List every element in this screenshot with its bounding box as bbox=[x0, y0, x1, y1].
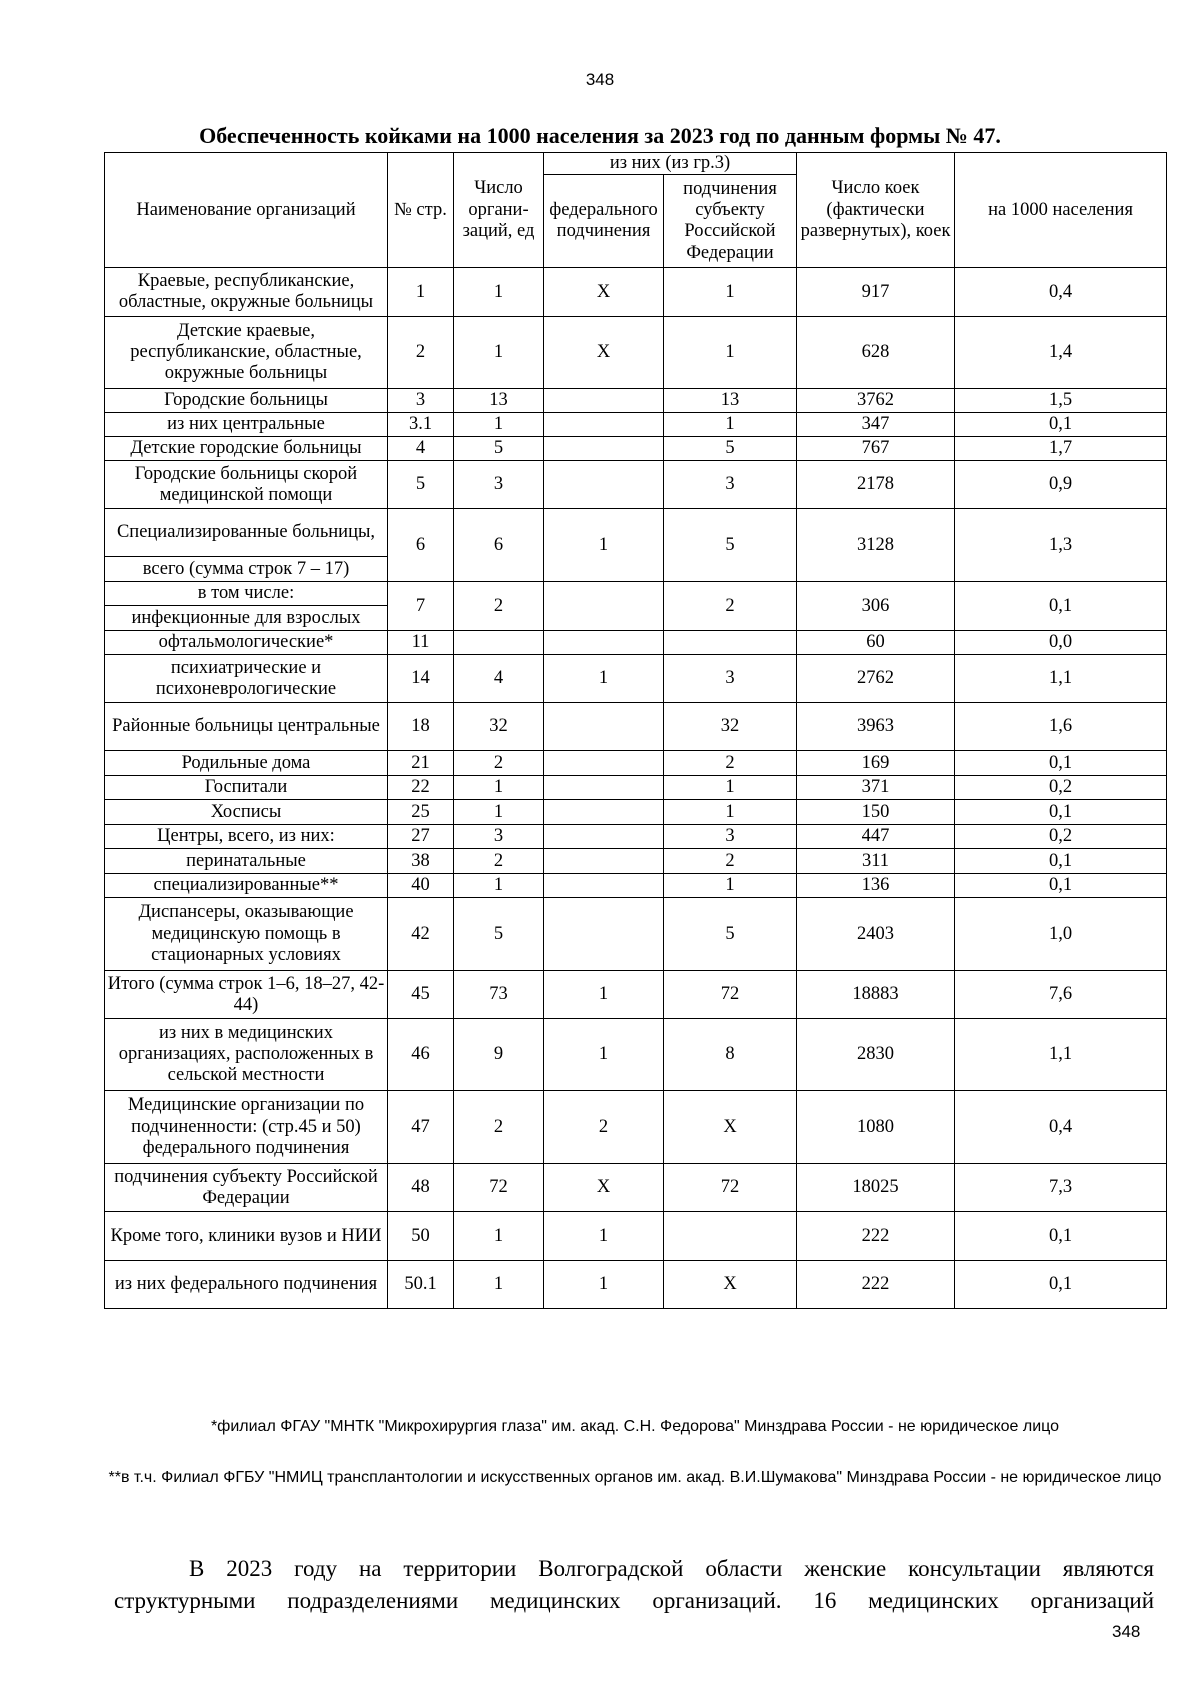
cell-name: Госпитали bbox=[105, 776, 388, 800]
cell-federal bbox=[544, 776, 664, 800]
cell-per1000: 1,4 bbox=[955, 317, 1167, 389]
cell-num: 6 bbox=[388, 509, 454, 582]
cell-beds: 447 bbox=[797, 825, 955, 849]
cell-orgs: 6 bbox=[454, 509, 544, 582]
header-federal: федерального подчинения bbox=[544, 175, 664, 268]
cell-subject: 32 bbox=[664, 703, 797, 751]
cell-subject bbox=[664, 631, 797, 655]
cell-num: 48 bbox=[388, 1164, 454, 1212]
cell-orgs: 1 bbox=[454, 317, 544, 389]
beds-table bbox=[104, 152, 1167, 1309]
cell-name: Детские городские больницы bbox=[105, 437, 388, 461]
cell-orgs: 1 bbox=[454, 413, 544, 437]
cell-subject bbox=[664, 1212, 797, 1261]
cell-per1000: 0,1 bbox=[955, 1212, 1167, 1261]
cell-per1000: 0,2 bbox=[955, 776, 1167, 800]
cell-num: 21 bbox=[388, 751, 454, 776]
table-row bbox=[105, 1164, 1167, 1212]
cell-federal bbox=[544, 631, 664, 655]
cell-orgs bbox=[454, 631, 544, 655]
cell-num: 1 bbox=[388, 268, 454, 317]
cell-num: 3.1 bbox=[388, 413, 454, 437]
cell-orgs: 2 bbox=[454, 582, 544, 631]
cell-name: перинатальные bbox=[105, 849, 388, 874]
cell-orgs: 2 bbox=[454, 751, 544, 776]
cell-federal bbox=[544, 389, 664, 413]
cell-num: 7 bbox=[388, 582, 454, 631]
cell-federal: 1 bbox=[544, 1212, 664, 1261]
table-row bbox=[105, 825, 1167, 849]
table-row bbox=[105, 971, 1167, 1019]
cell-num: 14 bbox=[388, 655, 454, 703]
cell-per1000: 7,3 bbox=[955, 1164, 1167, 1212]
table-row bbox=[105, 703, 1167, 751]
table-row bbox=[105, 631, 1167, 655]
cell-orgs: 2 bbox=[454, 1091, 544, 1164]
cell-name: Детские краевые, республиканские, областные, окружные больницы bbox=[105, 317, 388, 389]
cell-subject: 2 bbox=[664, 582, 797, 631]
cell-federal: 1 bbox=[544, 509, 664, 582]
cell-beds: 60 bbox=[797, 631, 955, 655]
cell-subject: 5 bbox=[664, 437, 797, 461]
table-row bbox=[105, 849, 1167, 874]
cell-subject: 1 bbox=[664, 874, 797, 898]
cell-beds: 169 bbox=[797, 751, 955, 776]
cell-subject: 5 bbox=[664, 509, 797, 582]
cell-federal: X bbox=[544, 1164, 664, 1212]
cell-federal: 2 bbox=[544, 1091, 664, 1164]
cell-subject: 2 bbox=[664, 751, 797, 776]
cell-num: 38 bbox=[388, 849, 454, 874]
cell-beds: 18883 bbox=[797, 971, 955, 1019]
cell-per1000: 0,1 bbox=[955, 582, 1167, 631]
header-of-them: из них (из гр.3) bbox=[544, 153, 797, 175]
cell-name: Медицинские организации по подчиненности: (стр.45 и 50) федерального подчинения bbox=[105, 1091, 388, 1164]
table-row bbox=[105, 655, 1167, 703]
header-num: № стр. bbox=[388, 153, 454, 268]
cell-name: в том числе: bbox=[105, 582, 388, 606]
cell-orgs: 2 bbox=[454, 849, 544, 874]
cell-name: психиатрические и психоневрологические bbox=[105, 655, 388, 703]
cell-num: 40 bbox=[388, 874, 454, 898]
cell-beds: 311 bbox=[797, 849, 955, 874]
cell-per1000: 1,5 bbox=[955, 389, 1167, 413]
cell-federal: 1 bbox=[544, 655, 664, 703]
cell-orgs: 3 bbox=[454, 461, 544, 509]
cell-orgs: 1 bbox=[454, 874, 544, 898]
header-orgs: Число органи-заций, ед bbox=[454, 153, 544, 268]
cell-beds: 628 bbox=[797, 317, 955, 389]
cell-federal bbox=[544, 751, 664, 776]
cell-federal bbox=[544, 582, 664, 631]
cell-subject: 3 bbox=[664, 655, 797, 703]
table-row bbox=[105, 461, 1167, 509]
header-per1000: на 1000 населения bbox=[955, 153, 1167, 268]
header-name: Наименование организаций bbox=[105, 153, 388, 268]
cell-num: 22 bbox=[388, 776, 454, 800]
cell-per1000: 0,1 bbox=[955, 800, 1167, 825]
table-row bbox=[105, 1019, 1167, 1091]
cell-name: офтальмологические* bbox=[105, 631, 388, 655]
cell-name: Родильные дома bbox=[105, 751, 388, 776]
cell-federal bbox=[544, 703, 664, 751]
cell-name: из них федерального подчинения bbox=[105, 1261, 388, 1309]
footnote-transplantology: **в т.ч. Филиал ФГБУ "НМИЦ трансплантологии и искусственных органов им. акад. В.И.Шумакова" Минздрава России - не юридическое лицо bbox=[108, 1469, 1162, 1486]
cell-subject: 8 bbox=[664, 1019, 797, 1091]
cell-num: 11 bbox=[388, 631, 454, 655]
cell-num: 4 bbox=[388, 437, 454, 461]
cell-subject: X bbox=[664, 1091, 797, 1164]
cell-orgs: 5 bbox=[454, 437, 544, 461]
cell-per1000: 1,1 bbox=[955, 655, 1167, 703]
cell-orgs: 1 bbox=[454, 1212, 544, 1261]
cell-beds: 2403 bbox=[797, 898, 955, 971]
cell-per1000: 0,1 bbox=[955, 849, 1167, 874]
cell-beds: 3762 bbox=[797, 389, 955, 413]
cell-federal: 1 bbox=[544, 1019, 664, 1091]
cell-beds: 1080 bbox=[797, 1091, 955, 1164]
cell-orgs: 4 bbox=[454, 655, 544, 703]
cell-beds: 3128 bbox=[797, 509, 955, 582]
table-row bbox=[105, 413, 1167, 437]
cell-per1000: 1,3 bbox=[955, 509, 1167, 582]
header-beds: Число коек (фактически развернутых), коек bbox=[797, 153, 955, 268]
cell-subject: 5 bbox=[664, 898, 797, 971]
cell-subject: X bbox=[664, 1261, 797, 1309]
cell-name: Итого (сумма строк 1–6, 18–27, 42-44) bbox=[105, 971, 388, 1019]
cell-subject: 72 bbox=[664, 1164, 797, 1212]
cell-per1000: 0,4 bbox=[955, 268, 1167, 317]
cell-name: Городские больницы bbox=[105, 389, 388, 413]
cell-num: 42 bbox=[388, 898, 454, 971]
table-row bbox=[105, 389, 1167, 413]
cell-num: 47 bbox=[388, 1091, 454, 1164]
cell-federal bbox=[544, 898, 664, 971]
cell-beds: 222 bbox=[797, 1212, 955, 1261]
cell-subject: 1 bbox=[664, 800, 797, 825]
cell-subject: 3 bbox=[664, 461, 797, 509]
cell-num: 50.1 bbox=[388, 1261, 454, 1309]
cell-subject: 1 bbox=[664, 413, 797, 437]
table-row bbox=[105, 1261, 1167, 1309]
table-title: Обеспеченность койками на 1000 населения за 2023 год по данным формы № 47. bbox=[199, 123, 1001, 148]
cell-orgs: 73 bbox=[454, 971, 544, 1019]
cell-per1000: 0,1 bbox=[955, 751, 1167, 776]
cell-orgs: 13 bbox=[454, 389, 544, 413]
table-row bbox=[105, 1212, 1167, 1261]
cell-per1000: 0,0 bbox=[955, 631, 1167, 655]
cell-name: подчинения субъекту Российской Федерации bbox=[105, 1164, 388, 1212]
table-row bbox=[105, 582, 1167, 606]
cell-per1000: 1,1 bbox=[955, 1019, 1167, 1091]
cell-per1000: 0,1 bbox=[955, 413, 1167, 437]
cell-federal bbox=[544, 437, 664, 461]
cell-name: Хосписы bbox=[105, 800, 388, 825]
cell-name: Кроме того, клиники вузов и НИИ bbox=[105, 1212, 388, 1261]
cell-orgs: 9 bbox=[454, 1019, 544, 1091]
cell-subject: 1 bbox=[664, 268, 797, 317]
cell-per1000: 0,1 bbox=[955, 874, 1167, 898]
cell-beds: 150 bbox=[797, 800, 955, 825]
cell-name: Городские больницы скорой медицинской помощи bbox=[105, 461, 388, 509]
cell-num: 18 bbox=[388, 703, 454, 751]
cell-beds: 2830 bbox=[797, 1019, 955, 1091]
table-row bbox=[105, 437, 1167, 461]
cell-per1000: 1,6 bbox=[955, 703, 1167, 751]
cell-beds: 18025 bbox=[797, 1164, 955, 1212]
cell-name: Краевые, республиканские, областные, окружные больницы bbox=[105, 268, 388, 317]
cell-beds: 222 bbox=[797, 1261, 955, 1309]
cell-beds: 2178 bbox=[797, 461, 955, 509]
table-row bbox=[105, 776, 1167, 800]
cell-subject: 13 bbox=[664, 389, 797, 413]
cell-subject: 2 bbox=[664, 849, 797, 874]
cell-per1000: 0,1 bbox=[955, 1261, 1167, 1309]
cell-name: из них в медицинских организациях, расположенных в сельской местности bbox=[105, 1019, 388, 1091]
cell-subject: 1 bbox=[664, 776, 797, 800]
cell-beds: 136 bbox=[797, 874, 955, 898]
page-number-bottom: 348 bbox=[1112, 1622, 1141, 1641]
table-row bbox=[105, 874, 1167, 898]
cell-name: всего (сумма строк 7 – 17) bbox=[105, 557, 388, 582]
cell-per1000: 7,6 bbox=[955, 971, 1167, 1019]
cell-num: 46 bbox=[388, 1019, 454, 1091]
cell-subject: 72 bbox=[664, 971, 797, 1019]
cell-beds: 371 bbox=[797, 776, 955, 800]
cell-beds: 306 bbox=[797, 582, 955, 631]
cell-federal bbox=[544, 800, 664, 825]
table-row bbox=[105, 751, 1167, 776]
cell-orgs: 1 bbox=[454, 268, 544, 317]
cell-num: 27 bbox=[388, 825, 454, 849]
cell-per1000: 1,0 bbox=[955, 898, 1167, 971]
cell-name: специализированные** bbox=[105, 874, 388, 898]
cell-federal: X bbox=[544, 317, 664, 389]
cell-num: 45 bbox=[388, 971, 454, 1019]
page-number-top: 348 bbox=[585, 70, 615, 89]
cell-num: 3 bbox=[388, 389, 454, 413]
cell-per1000: 0,2 bbox=[955, 825, 1167, 849]
cell-num: 5 bbox=[388, 461, 454, 509]
header-subject: подчинения субъекту Российской Федерации bbox=[664, 175, 797, 268]
cell-federal: X bbox=[544, 268, 664, 317]
cell-federal: 1 bbox=[544, 1261, 664, 1309]
cell-federal bbox=[544, 461, 664, 509]
cell-orgs: 3 bbox=[454, 825, 544, 849]
cell-federal bbox=[544, 825, 664, 849]
cell-name: Диспансеры, оказывающие медицинскую помощь в стационарных условиях bbox=[105, 898, 388, 971]
cell-beds: 917 bbox=[797, 268, 955, 317]
cell-orgs: 32 bbox=[454, 703, 544, 751]
cell-federal: 1 bbox=[544, 971, 664, 1019]
cell-per1000: 0,9 bbox=[955, 461, 1167, 509]
cell-num: 25 bbox=[388, 800, 454, 825]
body-paragraph: В 2023 году на территории Волгоградской области женские консультации являются структурными подразделениями медицинских организаций. 16 медицинских организаций bbox=[114, 1556, 1154, 1613]
cell-name: инфекционные для взрослых bbox=[105, 606, 388, 631]
cell-name: Районные больницы центральные bbox=[105, 703, 388, 751]
table-row bbox=[105, 509, 1167, 557]
footnote-ophthalmology: *филиал ФГАУ "МНТК "Микрохирургия глаза" им. акад. С.Н. Федорова" Минздрава России - не юридическое лицо bbox=[210, 1418, 1060, 1435]
cell-beds: 2762 bbox=[797, 655, 955, 703]
cell-per1000: 0,4 bbox=[955, 1091, 1167, 1164]
cell-orgs: 1 bbox=[454, 1261, 544, 1309]
cell-per1000: 1,7 bbox=[955, 437, 1167, 461]
cell-beds: 767 bbox=[797, 437, 955, 461]
table-row bbox=[105, 898, 1167, 971]
cell-federal bbox=[544, 849, 664, 874]
table-row bbox=[105, 317, 1167, 389]
cell-subject: 3 bbox=[664, 825, 797, 849]
cell-num: 2 bbox=[388, 317, 454, 389]
table-row bbox=[105, 1091, 1167, 1164]
cell-name: Центры, всего, из них: bbox=[105, 825, 388, 849]
cell-beds: 347 bbox=[797, 413, 955, 437]
cell-orgs: 72 bbox=[454, 1164, 544, 1212]
table-row bbox=[105, 268, 1167, 317]
cell-federal bbox=[544, 413, 664, 437]
cell-name: из них центральные bbox=[105, 413, 388, 437]
cell-num: 50 bbox=[388, 1212, 454, 1261]
cell-subject: 1 bbox=[664, 317, 797, 389]
cell-name: Специализированные больницы, bbox=[105, 509, 388, 557]
cell-orgs: 1 bbox=[454, 776, 544, 800]
cell-beds: 3963 bbox=[797, 703, 955, 751]
cell-orgs: 1 bbox=[454, 800, 544, 825]
table-row bbox=[105, 800, 1167, 825]
cell-federal bbox=[544, 874, 664, 898]
cell-orgs: 5 bbox=[454, 898, 544, 971]
